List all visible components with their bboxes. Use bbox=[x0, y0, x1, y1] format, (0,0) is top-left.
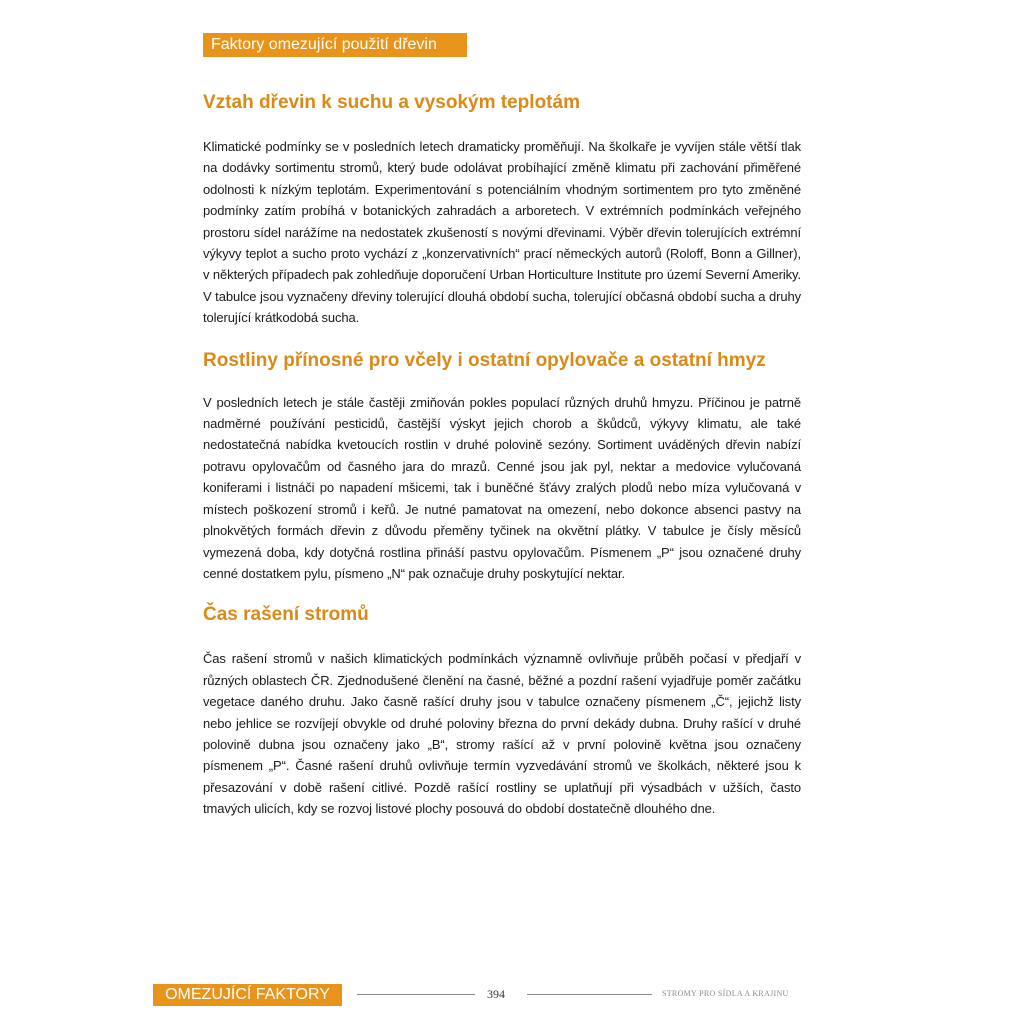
section-text-pollinators: V posledních letech je stále častěji zmiňován pokles populací různých druhů hmyzu. Příčinou je patrně nadměrné používání pesticidů, častější výskyt jejich chorob a škůdců, výkyvy klimatu, ale také nedostatečná nabídka kvetoucích rostlin v druhé polovině sezóny. Sortiment uváděných dřevin nabízí potravu opylovačům od časného jara do mrazů. Cenné jsou jak pyl, nektar a medovice vylučovaná koniferami i listnáči po napadení mšicemi, tak i buněčné šťávy zralých plodů nebo míza vylučovaná v místech poškození stromů i keřů. Je nutné pamatovat na omezení, nebo dokonce absenci pastvy na plnokvětých formách dřevin z důvodu přeměny tyčinek na okvětní plátky. V tabulce je čísly měsíců vymezená doba, kdy dotyčná rostlina přináší pastvu opylovačům. Písmenem „P“ jsou označené druhy cenné dostatkem pylu, písmeno „N“ pak označuje druhy poskytující nektar. bbox=[203, 394, 801, 581]
page-number: 394 bbox=[487, 987, 505, 1001]
footer-divider-left bbox=[357, 994, 475, 995]
section-heading-budburst: Čas rašení stromů bbox=[203, 604, 369, 626]
section-heading-drought: Vztah dřevin k suchu a vysokým teplotám bbox=[203, 92, 580, 113]
article-body bbox=[203, 90, 801, 820]
section-text-drought: Klimatické podmínky se v posledních letech dramaticky proměňují. Na školkaře je vyvíjen stále větší tlak na dodávky sortimentu stromů, který bude odolávat probíhající změně klimatu při zachování přiměřené odolnosti k nízkým teplotám. Experimentování s potenciálním vhodným sortimentem pro tyto změněné podmínky zatím probíhá v botanických zahradách a arboretech. V extrémních podmínkách veřejného prostoru sídel narážíme na nedostatek zkušeností s novými dřevinami. Výběr dřevin tolerujících extrémní výkyvy teplot a sucho proto vychází z „konzervativních“ prací německých autorů (Roloff, Bonn a Gillner), v některých případech pak zohledňuje doporučení Urban Horticulture Institute pro území Severní Ameriky. V tabulce jsou vyznačeny dřeviny tolerující dlouhá období sucha, tolerující občasná období sucha a druhy tolerující krátkodobá sucha. bbox=[203, 139, 801, 326]
section-heading-pollinators: Rostliny přínosné pro včely i ostatní opylovače a ostatní hmyz bbox=[203, 349, 766, 371]
running-title: STROMY PRO SÍDLA A KRAJINU bbox=[662, 989, 789, 998]
footer-section-label: OMEZUJÍCÍ FAKTORY bbox=[153, 984, 342, 1006]
chapter-label: Faktory omezující použití dřevin bbox=[203, 33, 467, 57]
section-text-budburst: Čas rašení stromů v našich klimatických podmínkách významně ovlivňuje průběh počasí v předjaří v různých oblastech ČR. Zjednodušené členění na časné, běžné a pozdní rašení vyjadřuje poměr začátku vegetace daného druhu. Jako časně rašící druhy jsou v tabulce označeny písmenem „Č“, jejichž listy nebo jehlice se rozvíjejí obvykle od druhé poloviny března do první dekády dubna. Druhy rašící v druhé polovině dubna jsou označeny jako „B“, stromy rašící až v první polovině května jsou označeny písmenem „P“. Časné rašení druhů ovlivňuje termín vyzvedávání stromů ve školkách, některé jsou k přesazování v době rašení citlivé. Pozdě rašící rostliny se uplatňují při výsadbách v užších, často tmavých ulicích, kdy se rozvoj listové plochy posouvá do období dostatečně dlouhého dne. bbox=[203, 651, 801, 817]
footer-divider-right bbox=[527, 994, 652, 995]
